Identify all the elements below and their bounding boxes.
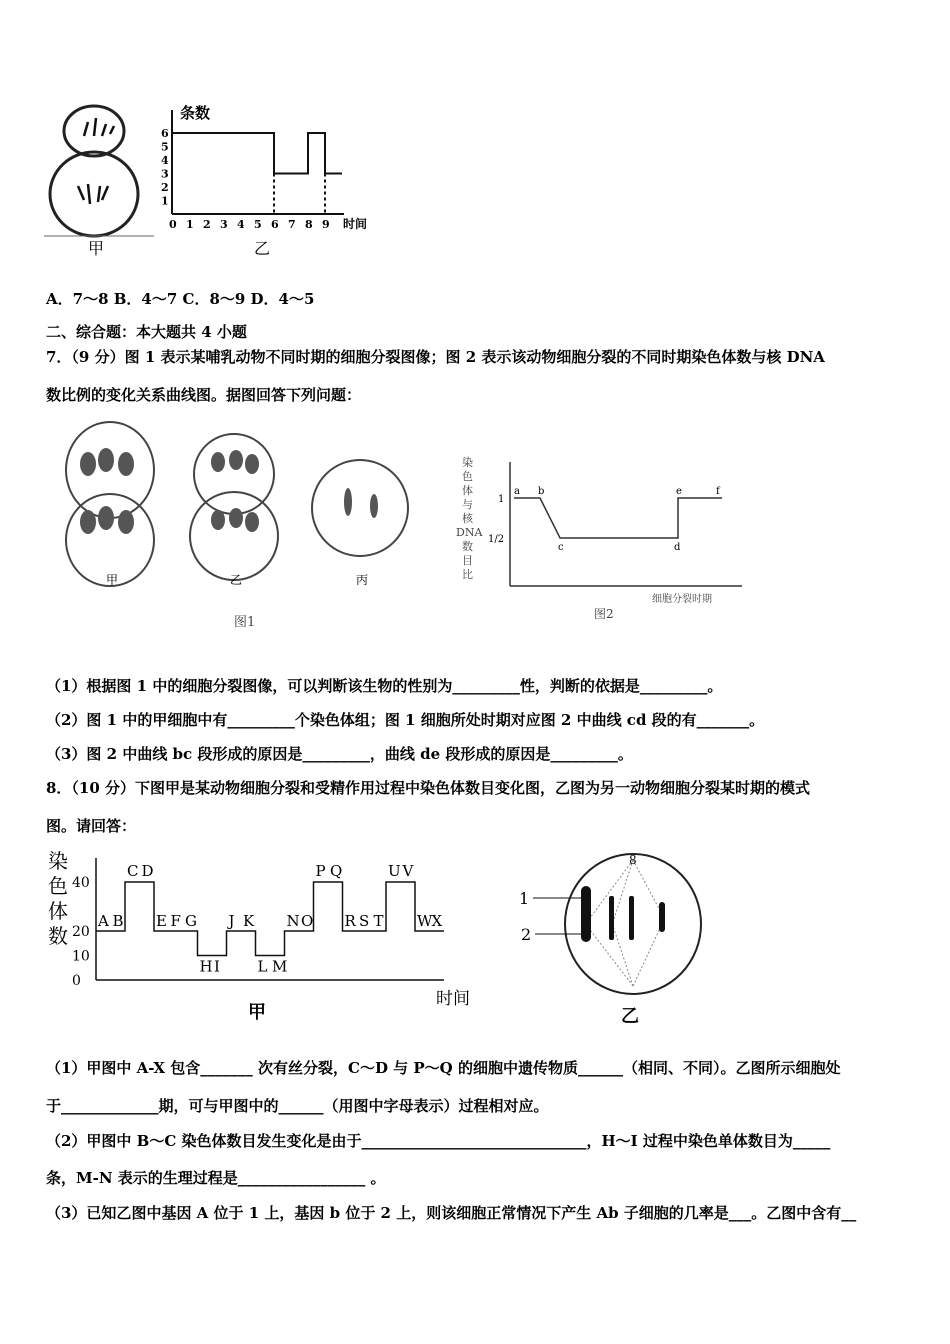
q8-y-tick: 20 bbox=[72, 924, 90, 940]
q8-point-letter: Q bbox=[330, 862, 343, 880]
q7-figure2 bbox=[452, 452, 752, 627]
top-chart-xlabel: 时间 bbox=[343, 217, 368, 231]
q8-cell bbox=[515, 846, 715, 1026]
chromosome-marks bbox=[78, 118, 114, 204]
q8-sub3: （3）已知乙图中基因 A 位于 1 上，基因 b 位于 2 上，则该细胞正常情况下产生 Ab 子细胞的几率是___。乙图中含有__ bbox=[46, 1204, 857, 1222]
top-y-tick: 5 bbox=[161, 140, 169, 154]
q7-sub2: （2）图 1 中的甲细胞中有_________个染色体组；图 1 细胞所处时期对应图 2 中曲线 cd 段的有_______。 bbox=[46, 711, 765, 729]
top-y-tick: 3 bbox=[161, 167, 169, 181]
q8-point-letter: F bbox=[170, 912, 181, 930]
q8-point-letter: J bbox=[228, 912, 235, 930]
q8-sub2a: （2）甲图中 B～C 染色体数目发生变化是由于______________________________，H～I 过程中染色单体数目为_____ bbox=[46, 1132, 831, 1150]
top-y-tick: 4 bbox=[161, 154, 169, 167]
q8-point-letter: O bbox=[301, 912, 314, 930]
fig2-point-d: d bbox=[674, 542, 681, 553]
q8-y-ticks bbox=[72, 875, 90, 989]
q8-y-tick: 10 bbox=[72, 948, 90, 965]
q8-cell-label-1: 1 bbox=[519, 889, 530, 908]
fig2-caption: 图2 bbox=[594, 607, 614, 621]
fig2-ylabel bbox=[456, 455, 483, 581]
q6-options: A．7～8 B．4～7 C．8～9 D．4～5 bbox=[46, 290, 315, 308]
top-x-tick: 0 bbox=[169, 218, 177, 231]
top-label-jia: 甲 bbox=[88, 239, 105, 258]
q8-point-letter: U bbox=[388, 862, 401, 880]
q8-point-letter: B bbox=[112, 912, 124, 930]
q8-chart bbox=[44, 848, 484, 1028]
fig1-label-yi: 乙 bbox=[230, 573, 243, 587]
q7-figure1-svg bbox=[48, 412, 428, 637]
q8-point-letter: X bbox=[431, 912, 443, 930]
top-figure-svg bbox=[44, 96, 374, 266]
top-label-yi: 乙 bbox=[254, 239, 271, 258]
top-x-tick: 8 bbox=[305, 218, 313, 231]
top-x-tick: 9 bbox=[322, 218, 330, 231]
top-figure bbox=[44, 96, 374, 266]
q8-cell-pole-top: 8 bbox=[629, 853, 637, 867]
q8-point-letter: D bbox=[141, 862, 154, 880]
q8-point-letters bbox=[97, 862, 443, 976]
q8-point-letter: H bbox=[199, 957, 213, 976]
fig1-label-bing: 丙 bbox=[356, 573, 369, 587]
fig2-point-b: b bbox=[538, 486, 545, 497]
fig1-label-jia: 甲 bbox=[106, 573, 119, 587]
q8-point-letter: W bbox=[417, 912, 433, 930]
q8-point-letter: M bbox=[272, 957, 288, 976]
q8-point-letter: V bbox=[402, 862, 414, 880]
q7-figure2-svg bbox=[452, 452, 752, 627]
q8-line1: 8．（10 分）下图甲是某动物细胞分裂和受精作用过程中染色体数目变化图，乙图为另一动物细胞分裂某时期的模式 bbox=[46, 779, 811, 797]
section2-title: 二、综合题：本大题共 4 小题 bbox=[46, 323, 247, 341]
q8-point-letter: R bbox=[344, 912, 356, 930]
q8-point-letter: S bbox=[359, 912, 370, 930]
q8-ylabel-char: 色 bbox=[48, 874, 68, 898]
fig2-axes bbox=[510, 462, 742, 586]
q8-chart-ylabel bbox=[48, 849, 68, 948]
q8-y-tick: 40 bbox=[72, 875, 90, 891]
q8-chromosomes bbox=[581, 886, 665, 942]
top-x-tick: 6 bbox=[271, 218, 279, 231]
q8-cell-svg bbox=[515, 846, 715, 1026]
q8-point-letter: E bbox=[156, 912, 167, 930]
q8-point-letter: N bbox=[286, 912, 300, 930]
q7-sub3: （3）图 2 中曲线 bc 段形成的原因是_________，曲线 de 段形成的原因是_________。 bbox=[46, 745, 633, 763]
cell-outlines bbox=[66, 422, 408, 586]
q7-sub1: （1）根据图 1 中的细胞分裂图像，可以判断该生物的性别为_________性，判断的依据是_________。 bbox=[46, 677, 723, 695]
fig2-point-a: a bbox=[514, 486, 520, 497]
fig2-ytick-half: 1/2 bbox=[488, 534, 505, 545]
top-chart-ylabel: 条数 bbox=[180, 104, 211, 122]
q8-point-letter: T bbox=[373, 912, 384, 930]
chromosomes bbox=[80, 448, 378, 534]
q8-sub2b: 条，M-N 表示的生理过程是_________________ 。 bbox=[46, 1169, 386, 1187]
fig2-ylabel-char: 色 bbox=[462, 470, 473, 483]
q8-sub1a: （1）甲图中 A-X 包含_______ 次有丝分裂，C～D 与 P～Q 的细胞中遗传物质______（相同、不同）。乙图所示细胞处 bbox=[46, 1059, 841, 1077]
q8-point-letter: L bbox=[257, 957, 268, 976]
fig2-ylabel-char: 染 bbox=[462, 456, 473, 469]
top-x-tick: 5 bbox=[254, 218, 262, 231]
q7-line1: 7．（9 分）图 1 表示某哺乳动物不同时期的细胞分裂图像；图 2 表示该动物细胞分裂的不同时期染色体数与核 DNA bbox=[46, 348, 825, 366]
top-y-tick: 6 bbox=[161, 127, 169, 140]
fig2-ylabel-char: 比 bbox=[462, 568, 473, 581]
q8-cell-caption: 乙 bbox=[621, 1006, 639, 1026]
top-y-tick: 2 bbox=[161, 181, 169, 194]
top-x-tick: 2 bbox=[203, 218, 211, 231]
top-x-ticks bbox=[169, 218, 330, 231]
q8-cell-label-2: 2 bbox=[521, 925, 532, 944]
fig2-point-f: f bbox=[716, 486, 720, 497]
q8-chart-xlabel: 时间 bbox=[436, 989, 470, 1009]
fig2-ylabel-char: 数 bbox=[462, 540, 473, 553]
top-chart-axes bbox=[172, 110, 344, 214]
q8-chart-svg bbox=[44, 848, 484, 1028]
q7-figure1 bbox=[48, 412, 428, 637]
top-step-line bbox=[172, 133, 342, 174]
fig2-ylabel-char: DNA bbox=[456, 526, 483, 539]
fig2-curve bbox=[514, 498, 722, 538]
q8-ylabel-char: 体 bbox=[48, 899, 68, 923]
q8-chart-caption: 甲 bbox=[248, 1002, 266, 1023]
fig2-ylabel-char: 核 bbox=[462, 512, 473, 525]
fig2-ylabel-char: 体 bbox=[462, 484, 473, 497]
top-x-tick: 3 bbox=[220, 218, 228, 231]
fig2-ylabel-char: 目 bbox=[462, 554, 473, 567]
q8-point-letter: I bbox=[214, 957, 220, 976]
q8-ylabel-char: 数 bbox=[48, 924, 68, 948]
q8-spindle bbox=[587, 860, 663, 986]
fig2-xlabel: 细胞分裂时期 bbox=[652, 594, 712, 605]
q8-point-letter: G bbox=[185, 912, 197, 930]
q8-line2: 图。请回答： bbox=[46, 817, 137, 835]
top-x-tick: 4 bbox=[237, 218, 245, 231]
fig2-ytick-1: 1 bbox=[498, 494, 505, 505]
q8-point-letter: C bbox=[127, 862, 139, 880]
q8-point-letter: A bbox=[98, 912, 109, 930]
fig2-point-e: e bbox=[676, 486, 682, 497]
q8-point-letter: K bbox=[243, 912, 255, 930]
top-y-tick: 1 bbox=[161, 194, 169, 208]
fig2-point-c: c bbox=[558, 542, 564, 553]
top-dashed-lines bbox=[274, 174, 325, 215]
top-x-tick: 1 bbox=[186, 218, 194, 231]
q8-point-letter: P bbox=[315, 862, 326, 880]
q8-sub1b: 于_____________期，可与甲图中的______（用图中字母表示）过程相对应。 bbox=[46, 1097, 549, 1115]
q8-ylabel-char: 染 bbox=[48, 849, 68, 873]
q7-line2: 数比例的变化关系曲线图。据图回答下列问题： bbox=[46, 386, 362, 404]
q8-chromosome-line bbox=[96, 882, 444, 956]
fig1-caption: 图1 bbox=[234, 615, 256, 630]
top-x-tick: 7 bbox=[288, 218, 296, 231]
q8-y-tick: 0 bbox=[72, 973, 81, 989]
fig2-ylabel-char: 与 bbox=[462, 498, 473, 511]
top-y-ticks bbox=[161, 127, 169, 208]
